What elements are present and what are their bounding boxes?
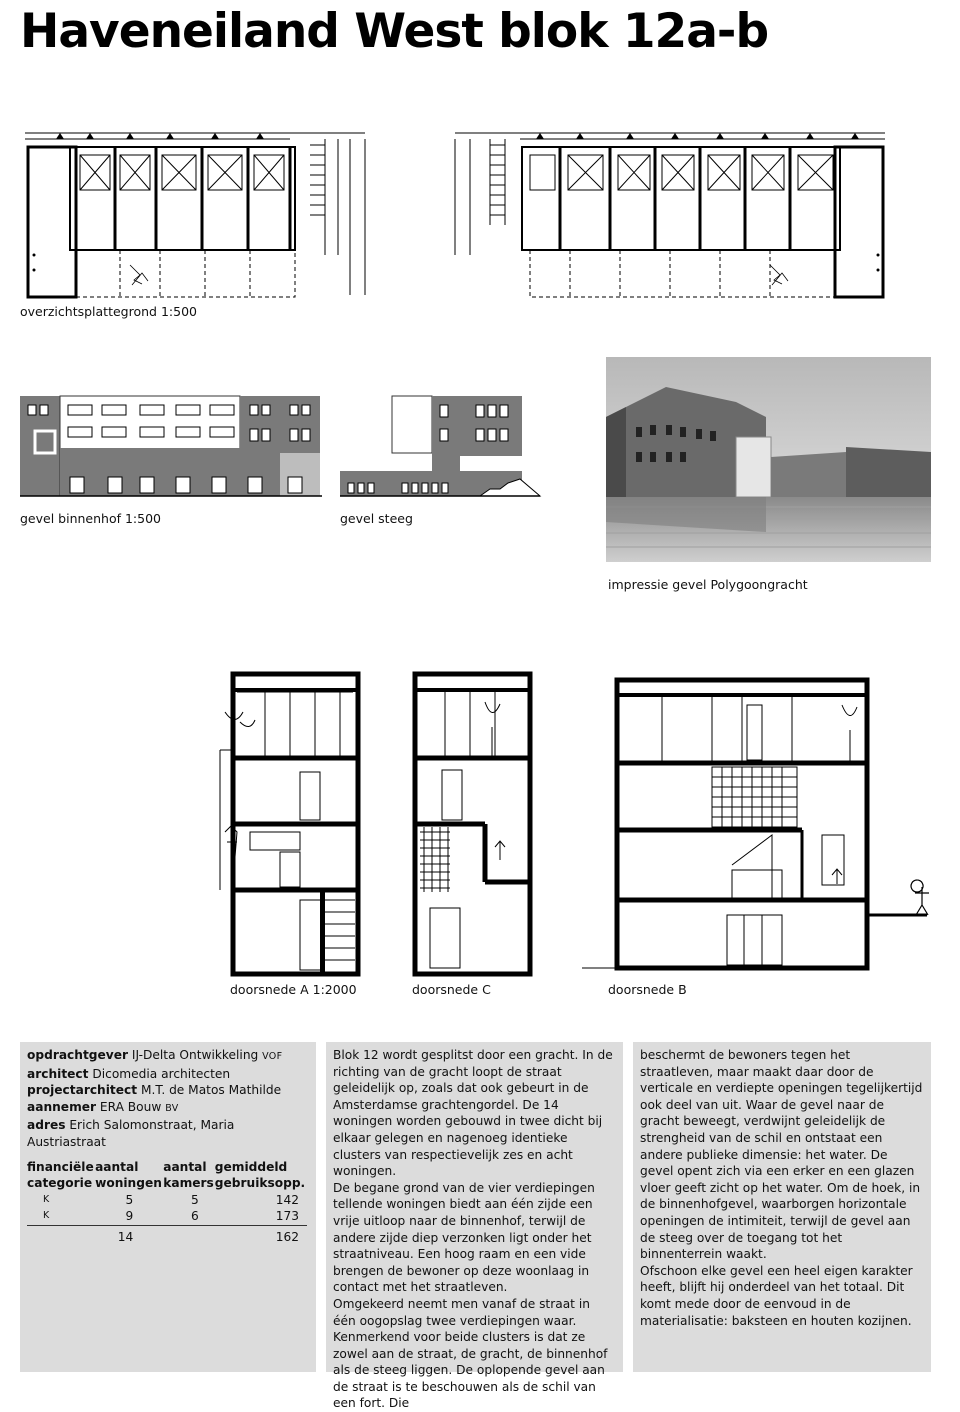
meta-aannemer: aannemer ERA Bouw BV [27,1099,179,1114]
gevel-steeg-drawing [340,393,540,499]
paragraph: De begane grond van de vier verdiepingen tellende woningen biedt aan één zijde een vrije uitloop naar de binnenhof, terwijl de andere zijde diep verzonken ligt onder het straatniveau. Een hoog raam en een vide brengen de bewoner op deze woonlaag in contact met het straatleven. [333,1180,595,1295]
paragraph: Kenmerkend voor beide clusters is dat ze zowel aan de straat, de gracht, de binnenhof als de steeg liggen. De oplopende gevel aan de straat is te beschouwen als de schil van een fort. Die [333,1330,608,1411]
floorplan-right-drawing [450,125,890,300]
table-header: financiële categorie aantal woningen aantal kamers gemiddeld gebruiksopp. [27,1159,306,1191]
paragraph: Omgekeerd neemt men vanaf de straat in één oogopslag twee verdiepingen waar. [333,1296,590,1328]
caption-floorplan: overzichtsplattegrond 1:500 [20,304,197,319]
floorplan-left-drawing [20,125,370,300]
doorsnede-a-drawing [215,672,365,977]
gevel-binnenhof-drawing [20,393,322,499]
meta-opdrachtgever: opdrachtgever IJ-Delta Ontwikkeling VOF [27,1048,283,1062]
description-panel-1 [326,1042,623,1411]
description-panel-2 [633,1042,931,1372]
caption-gevel-steeg: gevel steeg [340,511,413,526]
paragraph: Blok 12 wordt gesplitst door een gracht. In de richting van de gracht loopt de straat geleidelijk op, zoals dat ook gebeurt in de Amsterdamse grachtengordel. De 14 woningen worden gebouwd in twee dicht bij elkaar gelegen en nagenoeg identieke clusters van respectievelijk zes en acht woningen. [333,1048,613,1179]
caption-gevel-binnenhof: gevel binnenhof 1:500 [20,511,161,526]
meta-projectarchitect: projectarchitect M.T. de Matos Mathilde [27,1083,282,1098]
meta-architect: architect Dicomedia architecten [27,1066,231,1081]
caption-doorsnede-a: doorsnede A 1:2000 [230,982,357,997]
page-title: Haveneiland West blok 12a-b [20,4,769,59]
impressie-image [606,357,931,562]
caption-doorsnede-b: doorsnede B [608,982,687,997]
table-total-row: 14 162 [27,1225,307,1245]
table-row: K 9 6 173 [43,1209,299,1224]
housing-stats-table [27,1159,307,1246]
paragraph: Ofschoon elke gevel een heel eigen karakter heeft, blijft hij onderdeel van het totaal. Dit komt mede door de eenvoud in de materialisatie: baksteen en houten kozijnen. [640,1263,913,1328]
paragraph: beschermt de bewoners tegen het straatleven, maar maakt daar door de verticale en verdiepte openingen tegelijkertijd ook deel van uit. Waar de gevel naar de gracht beweegt, verdwijnt geleidelijk de strengheid van de schil en ontstaat een andere publieke dimensie: het water. De gevel opent zich via een erker en een glazen vloer geeft zicht op het water. Om de hoek, in de binnenhofgevel, waarborgen horizontale openingen de intimiteit, terwijl de gevel aan de steeg over de toegang tot het binnenterrein waakt. [640,1048,923,1262]
caption-impressie: impressie gevel Polygoongracht [608,577,808,592]
doorsnede-c-drawing [410,672,535,977]
caption-doorsnede-c: doorsnede C [412,982,491,997]
table-row: K 5 5 142 [43,1192,299,1207]
doorsnede-b-drawing [582,675,942,975]
meta-adres: adres Erich Salomonstraat, Maria Austriastraat [27,1118,235,1149]
project-info-panel [20,1042,316,1372]
